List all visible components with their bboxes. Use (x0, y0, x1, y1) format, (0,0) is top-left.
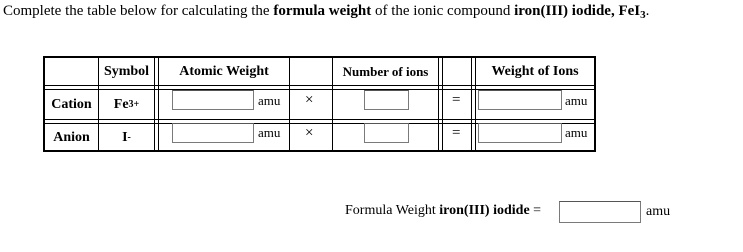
equals-sign-anion: = (452, 125, 461, 141)
weight-of-ions-anion-input[interactable] (478, 123, 562, 143)
formula-weight-equals: = (529, 203, 542, 218)
formula-weight-prefix: Formula Weight (345, 203, 440, 218)
instruction-suffix: . (645, 3, 650, 19)
atomic-weight-cation-input[interactable] (172, 90, 254, 110)
times-sign-cation: × (305, 92, 314, 108)
symbol-anion: I - (122, 129, 131, 145)
header-number-of-ions: Number of ions (342, 63, 429, 79)
formula-weight-label (345, 203, 541, 219)
instruction-prefix: Complete the table below for calculating the (3, 3, 274, 19)
formula-weight-input[interactable] (559, 201, 641, 223)
number-of-ions-anion-input[interactable] (364, 123, 409, 143)
instruction-bold-compound: iron(III) iodide, FeI$_3$ (514, 3, 646, 21)
formula-weight-unit: amu (646, 204, 671, 219)
header-symbol: Symbol (103, 63, 150, 79)
instruction-bold-formula-weight: formula weight (273, 3, 372, 19)
unit-amu-cation-result: amu (565, 93, 588, 108)
times-sign-anion: × (305, 125, 314, 141)
instruction-subscript: 3 (640, 9, 646, 21)
instruction-middle: of the ionic compound (371, 3, 515, 19)
formula-weight-compound: iron(III) iodide (439, 203, 530, 218)
unit-amu-anion: amu (258, 125, 281, 140)
atomic-weight-anion-input[interactable] (172, 123, 254, 143)
row-label-cation: Cation (51, 96, 92, 112)
weight-of-ions-cation-input[interactable] (478, 90, 562, 110)
row-label-anion: Anion (53, 129, 90, 145)
instructions (3, 3, 649, 20)
number-of-ions-cation-input[interactable] (364, 90, 409, 110)
formula-weight-table (43, 56, 596, 152)
header-atomic-weight: Atomic Weight (179, 63, 269, 79)
unit-amu-anion-result: amu (565, 125, 588, 140)
symbol-cation: Fe 3+ (113, 96, 140, 112)
unit-amu-cation: amu (258, 93, 281, 108)
header-weight-of-ions: Weight of Ions (491, 63, 579, 79)
equals-sign-cation: = (452, 92, 461, 108)
